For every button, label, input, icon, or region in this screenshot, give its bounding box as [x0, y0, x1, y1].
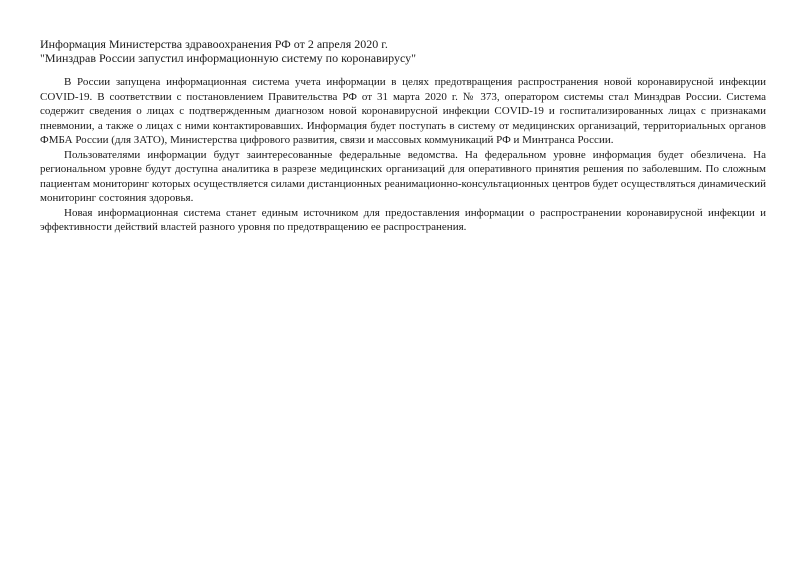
paragraph-2: Пользователями информации будут заинтересованные федеральные ведомства. На федеральном уровне информация будет обезличена. На региональном уровне будут доступна аналитика в разрезе медицинских организаций для оперативного принятия решения по заболевшим. По сложным пациентам мониторинг которых осуществляется силами дистанционных реанимационно-консультационных центров будет осуществляться динамический мониторинг состояния здоровья. — [40, 148, 766, 204]
document-title: "Минздрав России запустил информационную систему по коронавирусу" — [40, 51, 417, 65]
document-source-line: Информация Министерства здравоохранения РФ от 2 апреля 2020 г. — [40, 37, 388, 51]
document-header — [40, 37, 766, 65]
paragraph-1: В России запущена информационная система учета информации в целях предотвращения распространения новой коронавирусной инфекции COVID-19. В соответствии с постановлением Правительства РФ от 31 марта 2020 г. № 373, оператором системы стал Минздрав России. Система содержит сведения о лицах с подтвержденным диагнозом новой коронавирусной инфекции COVID-19 и госпитализированных лицах с признаками пневмонии, а также о лицах с ними контактировавших. Информация будет поступать в систему от медицинских организаций, территориальных органов ФМБА России (для ЗАТО), Министерства цифрового развития, связи и массовых коммуникаций РФ и Минтранса России. — [40, 76, 766, 146]
document-page — [40, 37, 766, 235]
paragraph-3: Новая информационная система станет единым источником для предоставления информации о распространении коронавирусной инфекции и эффективности действий властей разного уровня по предотвращению ее распространения. — [40, 206, 766, 233]
document-body — [40, 75, 766, 235]
